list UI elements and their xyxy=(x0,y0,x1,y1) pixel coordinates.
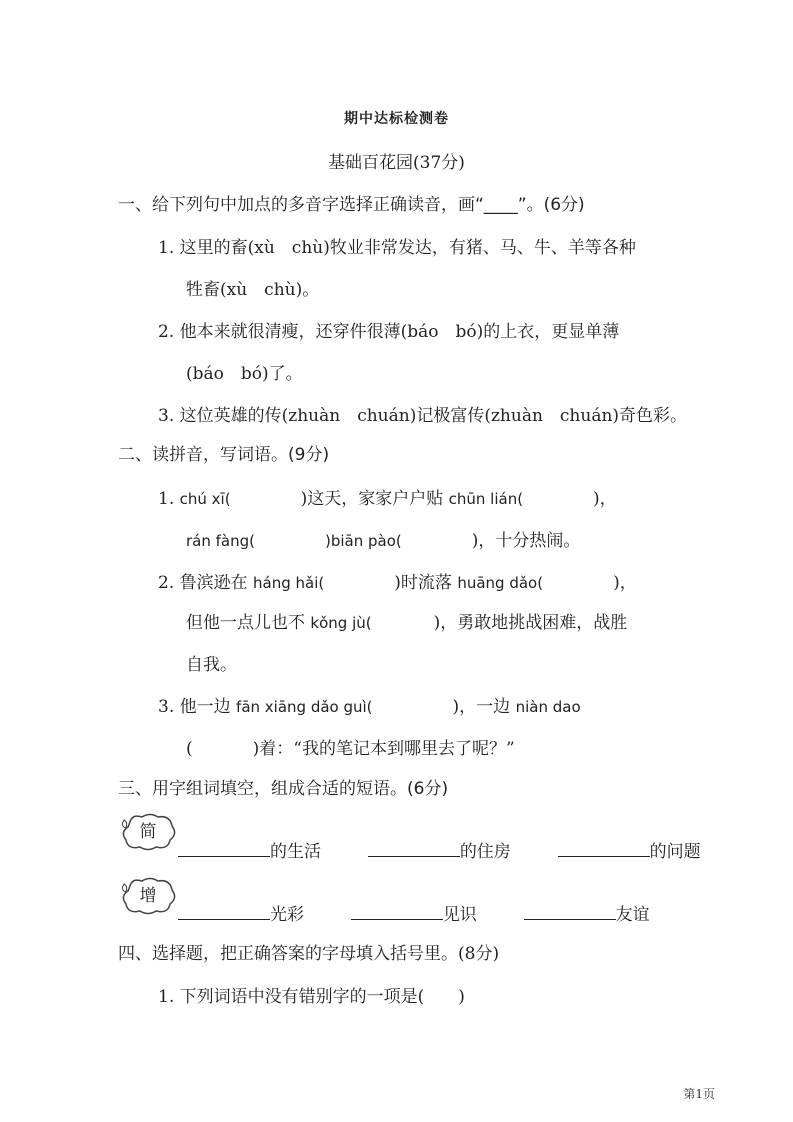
pinyin: huāng dǎo( xyxy=(457,574,544,592)
pinyin: niàn dao xyxy=(515,698,581,716)
s2-item1-line1: 1. chú xī( )这天，家家户户贴 chūn lián( )， xyxy=(158,489,617,509)
s3-group2-row: 光彩 见识 友谊 xyxy=(178,900,650,925)
pinyin: háng hǎi( xyxy=(253,574,325,592)
section1-heading: 一、给下列句中加点的多音字选择正确读音，画“____”。(6分) xyxy=(118,195,585,215)
section2-heading: 二、读拼音，写词语。(9分) xyxy=(118,445,330,465)
fill-blank[interactable] xyxy=(178,905,270,920)
fill-blank[interactable] xyxy=(178,842,270,857)
s1-item2-line2: (báo bó)了。 xyxy=(186,364,303,384)
s2-item1-line2: rán fàng( )biān pào( )，十分热闹。 xyxy=(186,531,581,551)
fill-blank[interactable] xyxy=(351,905,443,920)
fill-blank[interactable] xyxy=(524,905,616,920)
document-title: 期中达标检测卷 xyxy=(344,111,449,127)
pinyin: kǒng jù( xyxy=(310,614,372,632)
section4-heading: 四、选择题，把正确答案的字母填入括号里。(8分) xyxy=(118,944,500,964)
item-number: 2. xyxy=(158,573,175,593)
s2-item2-line3: 自我。 xyxy=(186,655,237,675)
pinyin: chūn lián( xyxy=(448,490,524,508)
s1-item1-line2: 牲畜(xù chù)。 xyxy=(186,280,320,300)
pinyin: rán fàng( xyxy=(186,532,255,550)
item-number: 3. xyxy=(158,697,175,717)
item-number: 1. xyxy=(158,489,175,509)
group-char: 增 xyxy=(139,886,157,906)
cloud-char-box xyxy=(120,876,176,916)
pinyin: chú xī( xyxy=(179,490,231,508)
s1-item3-line1: 3. 这位英雄的传(zhuàn chuán)记极富传(zhuàn chuán)奇色彩。 xyxy=(158,406,688,426)
s2-item3-line1: 3. 他一边 fān xiāng dǎo guì( )，一边 niàn dao xyxy=(158,697,581,717)
group-char: 简 xyxy=(139,822,157,842)
pinyin: fān xiāng dǎo guì( xyxy=(236,698,373,716)
s4-item1: 1. 下列词语中没有错别字的一项是( ) xyxy=(158,987,465,1007)
section3-heading: 三、用字组词填空，组成合适的短语。(6分) xyxy=(118,779,449,799)
s1-item1-line1: 1. 这里的畜(xù chù)牧业非常发达，有猪、马、牛、羊等各种 xyxy=(158,238,636,258)
fill-blank[interactable] xyxy=(558,842,650,857)
s2-item2-line2: 但他一点儿也不 kǒng jù( )，勇敢地挑战困难，战胜 xyxy=(186,613,628,633)
cloud-char-box xyxy=(120,812,176,852)
page-number: 第1页 xyxy=(683,1087,715,1101)
s3-group1-row: 的生活 的住房 的问题 xyxy=(178,837,701,862)
fill-blank[interactable] xyxy=(368,842,460,857)
document-subtitle: 基础百花园(37分) xyxy=(328,153,465,173)
s2-item3-line2: ( )着：“我的笔记本到哪里去了呢？” xyxy=(186,739,515,759)
s1-item2-line1: 2. 他本来就很清瘦，还穿件很薄(báo bó)的上衣，更显单薄 xyxy=(158,322,620,342)
s2-item2-line1: 2. 鲁滨逊在 háng hǎi( )时流落 huāng dǎo( )， xyxy=(158,573,637,593)
